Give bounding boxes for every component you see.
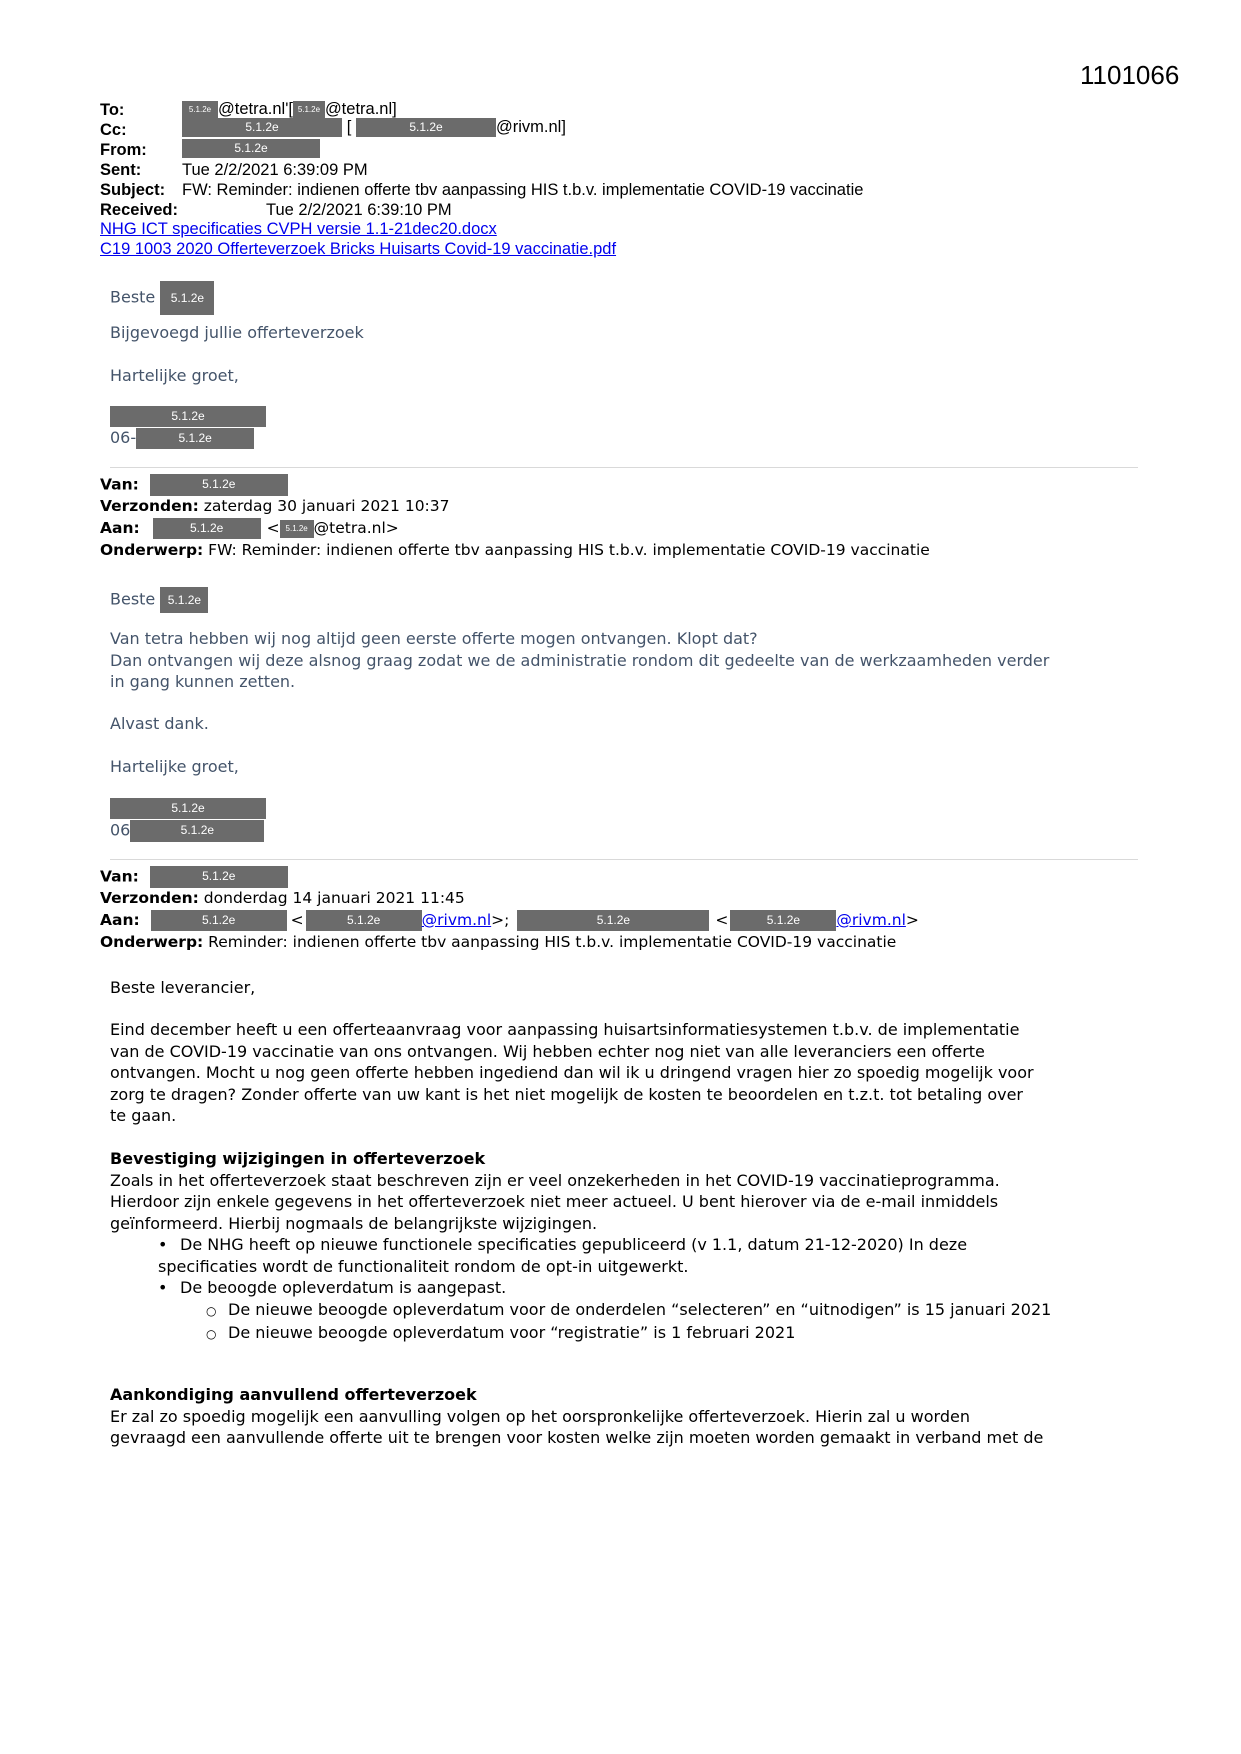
paragraph-line: zorg te dragen? Zonder offerte van uw kant is het niet mogelijk de kosten te beoordelen en t.z.t. tot betaling over <box>110 1084 1023 1104</box>
to-line <box>182 99 397 119</box>
rivm-email-link[interactable]: @rivm.nl <box>421 911 492 929</box>
mail2-thanks: Alvast dank. <box>110 714 209 733</box>
aan-lt: < <box>715 911 729 929</box>
redacted-box: 5.1.2e <box>150 866 288 888</box>
aan-sep: >; <box>491 911 510 929</box>
redacted-box: 5.1.2e <box>182 101 218 119</box>
mail3-section-1 <box>110 1148 1051 1346</box>
aan-domain: @tetra.nl> <box>313 519 399 537</box>
redacted-box: 5.1.2e <box>110 406 266 427</box>
mail3-section-2 <box>110 1384 1043 1449</box>
onderwerp-value: FW: Reminder: indienen offerte tbv aanpassing HIS t.b.v. implementatie COVID-19 vaccinatie <box>208 541 930 559</box>
mail2-line: Dan ontvangen wij deze alsnog graag zodat we de administratie rondom dit gedeelte van de werkzaamheden verder <box>110 650 1050 670</box>
paragraph-line: ontvangen. Mocht u nog geen offerte hebben ingediend dan wil ik u dringend vragen hier zo spoedig mogelijk voor <box>110 1063 1034 1082</box>
section-heading: Bevestiging wijzigingen in offerteverzoek <box>110 1149 486 1168</box>
sent-value: Tue 2/2/2021 6:39:09 PM <box>182 161 368 179</box>
redacted-box: 5.1.2e <box>160 281 214 315</box>
divider <box>110 467 1138 468</box>
redacted-box: 5.1.2e <box>110 798 266 819</box>
van-label: Van: <box>100 475 139 494</box>
subject-value: FW: Reminder: indienen offerte tbv aanpassing HIS t.b.v. implementatie COVID-19 vaccinatie <box>182 181 864 199</box>
mail1-body: Bijgevoegd jullie offerteverzoek <box>110 323 364 342</box>
redacted-box: 5.1.2e <box>280 520 314 538</box>
onderwerp-label: Onderwerp: <box>100 541 204 559</box>
mail1-phone <box>110 428 254 449</box>
paragraph-line: Zoals in het offerteverzoek staat beschreven zijn er veel onzekerheden in het COVID-19 vaccinatieprogramma. <box>110 1170 1000 1190</box>
van-label: Van: <box>100 867 139 886</box>
meta2-van <box>100 866 288 888</box>
bullet-text: De beoogde opleverdatum is aangepast. <box>180 1278 507 1297</box>
bullet-item <box>110 1277 1051 1299</box>
received-value: Tue 2/2/2021 6:39:10 PM <box>266 201 452 219</box>
attachment-link-1[interactable]: NHG ICT specificaties CVPH versie 1.1-21dec20.docx <box>100 220 497 238</box>
mail2-closing: Hartelijke groet, <box>110 757 239 776</box>
verzonden-value: zaterdag 30 januari 2021 10:37 <box>203 497 450 515</box>
meta1-verzonden <box>100 497 450 515</box>
mail3-paragraph-1 <box>110 1019 1034 1127</box>
onderwerp-value: Reminder: indienen offerte tbv aanpassing HIS t.b.v. implementatie COVID-19 vaccinatie <box>208 933 897 951</box>
redacted-box: 5.1.2e <box>150 474 288 496</box>
redacted-box: 5.1.2e <box>130 820 264 842</box>
redacted-box: 5.1.2e <box>517 910 709 931</box>
phone-prefix: 06- <box>110 428 137 447</box>
aan-label: Aan: <box>100 519 140 537</box>
redacted-box: 5.1.2e <box>151 910 287 931</box>
redacted-box: 5.1.2e <box>136 428 254 449</box>
paragraph-line: Eind december heeft u een offerteaanvraag voor aanpassing huisartsinformatiesystemen t.b.v. de implementatie <box>110 1020 1020 1039</box>
greeting-text: Beste <box>110 287 156 307</box>
aan-lt: < <box>266 519 280 537</box>
bullet-circle: ○ <box>206 1303 217 1318</box>
redacted-box: 5.1.2e <box>153 518 261 539</box>
paragraph-line: Hierdoor zijn enkele gegevens in het offerteverzoek niet meer actueel. U bent hierover via de e-mail inmiddels <box>110 1192 999 1211</box>
meta1-aan <box>100 518 399 539</box>
paragraph-line: geïnformeerd. Hierbij nogmaals de belangrijkste wijzigingen. <box>110 1213 598 1233</box>
onderwerp-label: Onderwerp: <box>100 933 204 951</box>
paragraph-line: gevraagd een aanvullende offerte uit te brengen voor kosten welke zijn moeten worden gemaakt in verband met de <box>110 1428 1044 1447</box>
phone-prefix: 06 <box>110 820 131 840</box>
mail2-line: Van tetra hebben wij nog altijd geen eerste offerte mogen ontvangen. Klopt dat? <box>110 629 758 648</box>
redacted-box: 5.1.2e <box>293 101 325 119</box>
to-domain-2: @tetra.nl] <box>324 100 397 118</box>
meta2-verzonden <box>100 889 465 907</box>
verzonden-label: Verzonden: <box>100 889 199 907</box>
cc-line <box>182 117 566 137</box>
document-number: 1101066 <box>1080 60 1180 90</box>
sent-label: Sent: <box>100 161 142 179</box>
redacted-box: 5.1.2e <box>356 118 496 137</box>
cc-label: Cc: <box>100 121 127 139</box>
cc-domain: @rivm.nl] <box>496 118 566 136</box>
divider <box>110 859 1138 860</box>
meta2-onderwerp <box>100 933 896 951</box>
paragraph-line: Er zal zo spoedig mogelijk een aanvulling volgen op het oorspronkelijke offerteverzoek. Hierin zal u worden <box>110 1406 970 1426</box>
mail2-body <box>110 628 1049 693</box>
bullet-continuation: specificaties wordt de functionaliteit rondom de opt-in uitgewerkt. <box>158 1256 689 1276</box>
received-label: Received: <box>100 201 178 219</box>
bullet-circle: ○ <box>206 1327 217 1341</box>
bullet-dot: • <box>158 1235 168 1254</box>
to-label: To: <box>100 101 125 119</box>
redacted-box: 5.1.2e <box>306 910 422 931</box>
attachment-link-2[interactable]: C19 1003 2020 Offerteverzoek Bricks Huisarts Covid-19 vaccinatie.pdf <box>100 240 617 258</box>
aan-lt: < <box>290 911 304 929</box>
meta1-onderwerp <box>100 541 930 559</box>
cc-separator: [ <box>346 118 352 136</box>
verzonden-value: donderdag 14 januari 2021 11:45 <box>203 889 465 907</box>
mail2-phone <box>110 820 264 842</box>
bullet-text: De nieuwe beoogde opleverdatum voor “registratie” is 1 februari 2021 <box>228 1323 796 1342</box>
redacted-box: 5.1.2e <box>160 587 208 613</box>
paragraph-line: van de COVID-19 vaccinatie van ons ontvangen. Wij hebben echter nog niet van alle leveranciers een offerte <box>110 1041 985 1061</box>
redacted-box: 5.1.2e <box>730 910 836 931</box>
from-label: From: <box>100 141 147 159</box>
bullet-dot: • <box>158 1278 168 1297</box>
verzonden-label: Verzonden: <box>100 497 199 515</box>
redacted-box: 5.1.2e <box>182 118 342 137</box>
rivm-email-link[interactable]: @rivm.nl <box>836 911 906 929</box>
meta1-van <box>100 474 288 496</box>
paragraph-line: te gaan. <box>110 1106 177 1125</box>
bullet-text: De NHG heeft op nieuwe functionele specificaties gepubliceerd (v 1.1, datum 21-12-2020) In deze <box>180 1235 968 1254</box>
section-heading: Aankondiging aanvullend offerteverzoek <box>110 1385 477 1404</box>
greeting-text: Beste <box>110 589 156 609</box>
bullet-item <box>110 1234 1051 1256</box>
sub-bullet-item <box>110 1322 1051 1346</box>
meta2-aan <box>100 910 919 931</box>
aan-end: > <box>905 911 919 929</box>
mail2-line: in gang kunnen zetten. <box>110 672 296 691</box>
subject-label: Subject: <box>100 181 166 199</box>
to-domain-1: @tetra.nl'[ <box>218 100 293 118</box>
mail1-greeting <box>110 281 214 315</box>
mail3-greeting: Beste leverancier, <box>110 978 256 997</box>
mail1-closing: Hartelijke groet, <box>110 366 239 385</box>
sub-bullet-item <box>110 1299 1051 1323</box>
bullet-text: De nieuwe beoogde opleverdatum voor de onderdelen “selecteren” en “uitnodigen” is 15 januari 2021 <box>228 1299 1052 1319</box>
mail2-greeting <box>110 587 208 613</box>
redacted-box: 5.1.2e <box>182 139 320 158</box>
aan-label: Aan: <box>100 911 140 929</box>
